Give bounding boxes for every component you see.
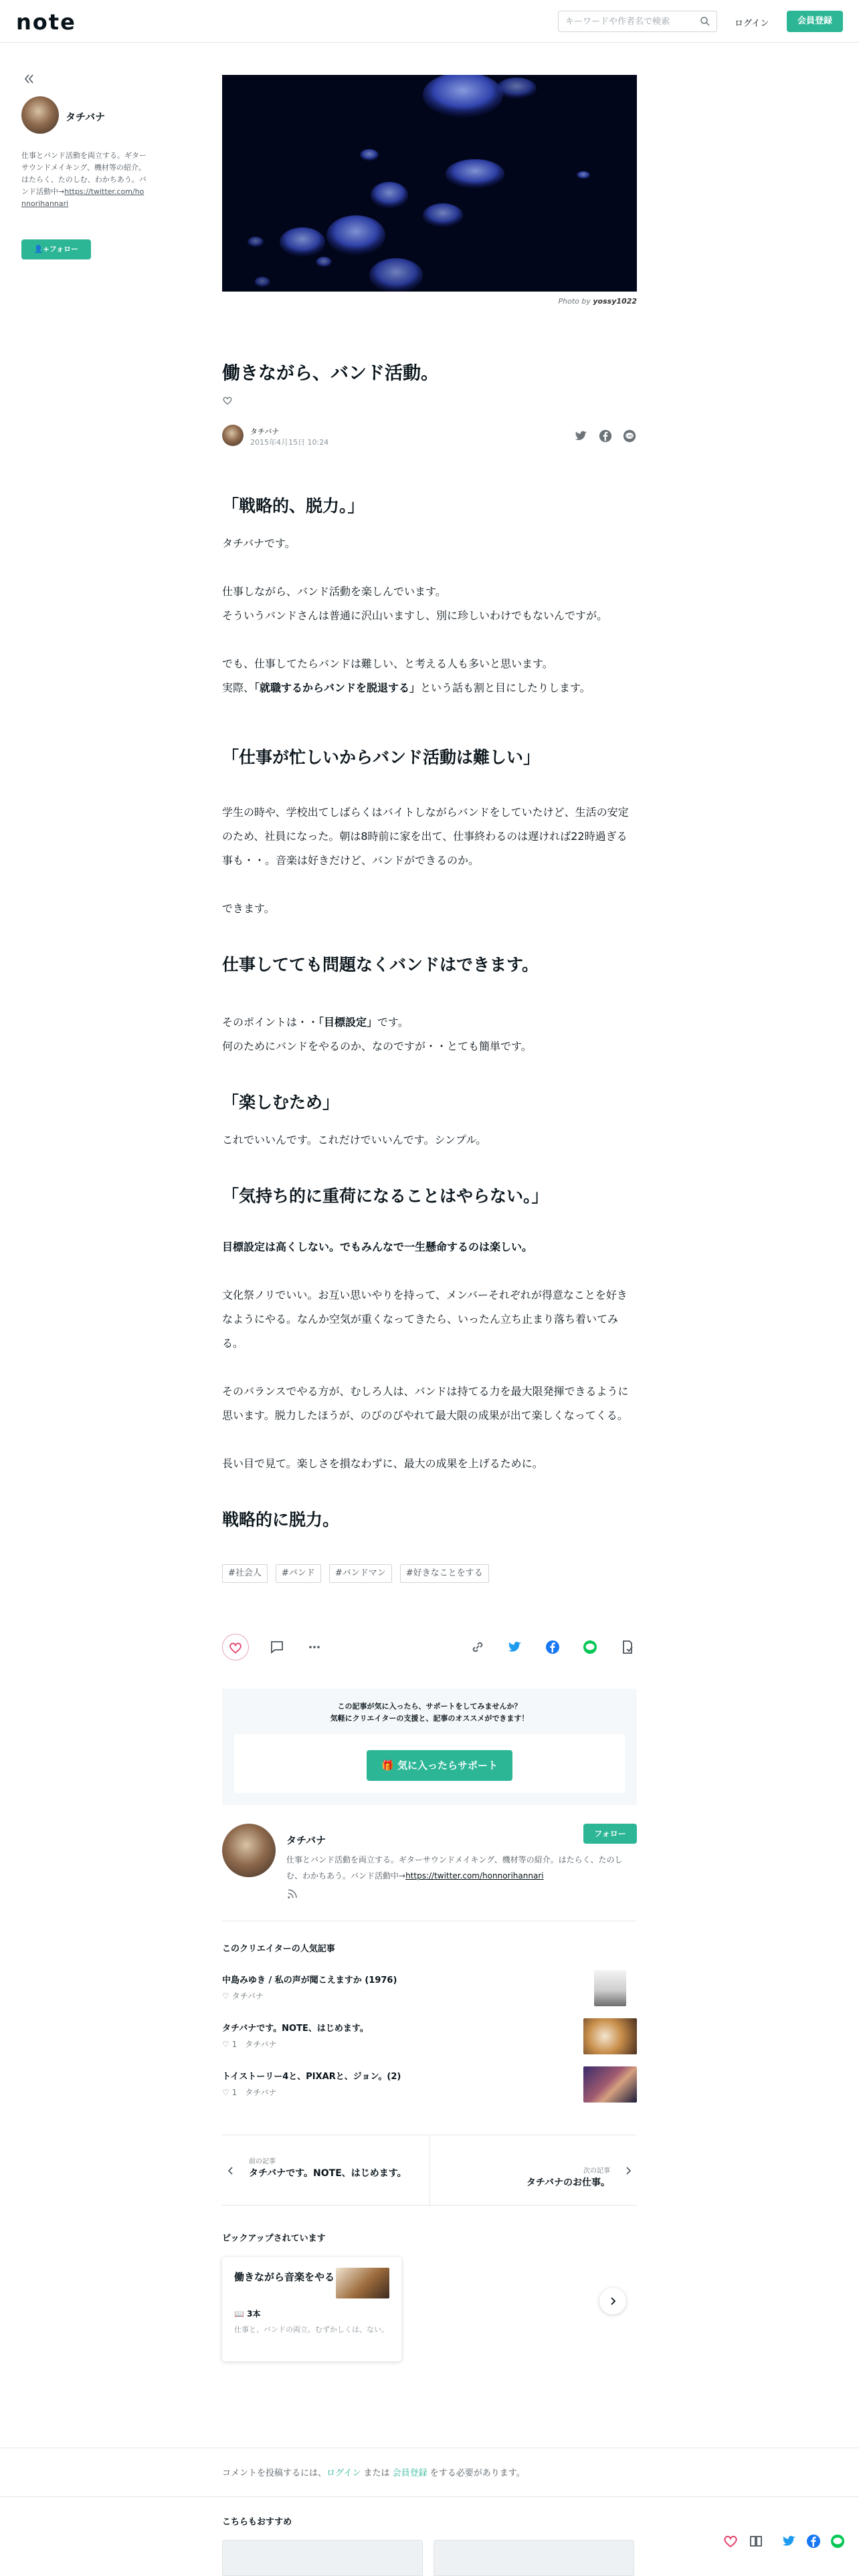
article-heading: 仕事してても問題なくバンドはできます。: [222, 955, 539, 974]
sidebar-bio: [21, 150, 149, 210]
line-icon[interactable]: [830, 2533, 846, 2549]
popular-item-thumb[interactable]: [583, 2066, 637, 2103]
paragraph: これでいいんです。これだけでいいんです。シンプル。: [222, 1134, 487, 1146]
paragraph: そのバランスでやる方が、むしろ人は、バンドは持てる力を最大限発揮できるように思います。脱力したほうが、のびのびやれて最大限の成果が出て楽しくなってくる。: [222, 1385, 629, 1422]
sidebar-author-name[interactable]: タチバナ: [66, 111, 106, 123]
support-line: この記事が気に入ったら、サポートをしてみませんか？: [337, 1702, 522, 1711]
paragraph: 仕事しながら、バンド活動を楽しんでいます。: [222, 585, 446, 598]
sidebar-bio-text: 仕事とバンド活動を両立する。ギターサウンドメイキング、機材等の紹介。はたらく、たのしむ、わかちあう。バンド活動中→: [21, 151, 147, 196]
pickup-row: [222, 2257, 637, 2364]
comment-signup-link[interactable]: 会員登録: [392, 2468, 427, 2478]
prev-article-link[interactable]: タチバナです。NOTE、はじめます。: [249, 2168, 407, 2179]
paragraph: タチバナです。: [222, 537, 296, 550]
photo-credit-user[interactable]: yossy1022: [593, 297, 637, 306]
paragraph: でも、仕事してたらバンドは難しい、と考える人も多いと思います。: [222, 657, 553, 670]
popular-item[interactable]: [222, 2060, 637, 2108]
sidebar-follow-label: フォロー: [49, 245, 79, 253]
follow-user-icon: 👤+: [33, 245, 50, 253]
pickup-card-count: [234, 2308, 260, 2319]
next-label: 次の記事: [583, 2167, 610, 2175]
article-heading: 戦略的に脱力。: [222, 1510, 340, 1529]
creator-profile: [222, 1824, 637, 1921]
article-heading: 「気持ち的に重荷になることはやらない。」: [222, 1186, 549, 1206]
creator-bio-text: 仕事とバンド活動を両立する。ギターサウンドメイキング、機材等の紹介。はたらく、たのしむ、わかちあう。バンド活動中→: [286, 1855, 623, 1881]
more-icon[interactable]: [306, 1639, 322, 1655]
facebook-icon[interactable]: [598, 429, 613, 443]
comment-prefix: コメントを投稿するには、: [222, 2468, 327, 2478]
heart-icon: ♡: [222, 2088, 232, 2097]
tag-item[interactable]: #バンド: [276, 1564, 321, 1583]
article-title: 働きながら、バンド活動。: [222, 363, 439, 384]
chevron-right-icon[interactable]: [624, 2166, 633, 2175]
paragraph: できます。: [222, 902, 275, 915]
prev-label: 前の記事: [249, 2158, 276, 2165]
tag-list: [222, 1564, 637, 1583]
paragraph: 学生の時や、学校出てしばらくはバイトしながらバンドをしていたけど、生活の安定のため、社員になった。朝は8時前に家を出て、仕事終わるのは遅ければ22時過ぎる事も・・。音楽は好きだけど、バンドができるのか。: [222, 806, 629, 867]
article-heading: 「戦略的、脱力。」: [222, 496, 365, 516]
heart-icon: ♡: [222, 1992, 232, 2001]
popular-item-author: タチバナ: [245, 2040, 277, 2049]
rss-icon[interactable]: [286, 1888, 298, 1900]
gift-icon: 🎁: [381, 1759, 397, 1772]
author-avatar[interactable]: [222, 425, 244, 446]
creator-avatar[interactable]: [222, 1824, 276, 1877]
heart-icon: [228, 1640, 243, 1655]
link-icon[interactable]: [470, 1639, 486, 1655]
pickup-card-desc: 仕事と、バンドの両立。むずかしくは、ない。: [234, 2325, 389, 2334]
line-icon[interactable]: [582, 1639, 598, 1655]
paragraph-text: 実際、: [222, 681, 255, 694]
magazine-icon[interactable]: [748, 2533, 764, 2549]
paragraph: 何のためにバンドをやるのか、なのですが・・とても簡単です。: [222, 1040, 532, 1053]
creator-follow-button[interactable]: フォロー: [583, 1824, 637, 1844]
popular-item[interactable]: [222, 1963, 637, 2012]
signup-button[interactable]: 会員登録: [787, 11, 843, 32]
collapse-sidebar-icon[interactable]: [23, 72, 36, 86]
chevron-left-icon[interactable]: [226, 2166, 235, 2175]
paragraph: そういうバンドさんは普通に沢山いますし、別に珍しいわけでもないんですが。: [222, 609, 608, 622]
author-row: [222, 422, 637, 449]
publish-date: 2015年4月15日 10:24: [250, 438, 329, 447]
sidebar-follow-button[interactable]: [21, 239, 91, 259]
popular-item-title[interactable]: 中島みゆき / 私の声が聞こえますか (1976): [222, 1975, 397, 1985]
article-body: [222, 494, 637, 1532]
paragraph-bold: 目標設定は高くしない。でもみんなで一生懸命するのは楽しい。: [222, 1241, 533, 1253]
action-bar: [222, 1634, 637, 1665]
bookmark-icon[interactable]: [619, 1639, 636, 1655]
creator-bio: [286, 1852, 637, 1884]
facebook-icon[interactable]: [545, 1639, 561, 1655]
comment-icon[interactable]: [269, 1639, 285, 1655]
article-heading: 「仕事が忙しいからバンド活動は難しい」: [222, 748, 541, 767]
pickup-card[interactable]: [222, 2257, 401, 2361]
popular-title: このクリエイターの人気記事: [222, 1944, 335, 1954]
popular-item-meta: [222, 2086, 277, 2098]
prev-next-nav: [222, 2135, 637, 2206]
author-name[interactable]: タチバナ: [250, 427, 280, 436]
support-line: 気軽にクリエイターの支援と、記事のオススメができます！: [330, 1714, 529, 1723]
support-button[interactable]: [367, 1750, 512, 1781]
pickup-card-thumb: [336, 2268, 389, 2298]
tag-item[interactable]: #社会人: [222, 1564, 268, 1583]
svg-text:LINE: LINE: [626, 435, 634, 439]
comment-suffix: をする必要があります。: [427, 2468, 525, 2478]
facebook-icon[interactable]: [805, 2533, 822, 2549]
share-icons: [574, 429, 637, 443]
next-article-link[interactable]: タチバナのお仕事。: [526, 2177, 610, 2188]
article-heading: 「楽しむため」: [222, 1093, 340, 1112]
paragraph-bold: 「目標設定」: [318, 1016, 378, 1029]
note-logo[interactable]: note: [16, 9, 76, 35]
popular-item-likes: 1: [231, 2088, 237, 2097]
recommend-card[interactable]: [434, 2540, 634, 2576]
popular-item[interactable]: [222, 2012, 637, 2060]
twitter-icon[interactable]: [781, 2533, 797, 2549]
recommend-title: こちらもおすすめ: [222, 2517, 292, 2527]
sidebar-bio-link[interactable]: https://twitter.com/honnorihannari: [21, 187, 145, 208]
popular-item-meta: [222, 1990, 264, 2002]
popular-item-title[interactable]: トイストーリー4と、PIXARと、ジョン。(2): [222, 2072, 401, 2082]
comment-login-link[interactable]: ログイン: [326, 2468, 361, 2478]
book-icon: 📖: [234, 2309, 248, 2319]
popular-item-likes: 1: [231, 2040, 237, 2049]
line-icon[interactable]: [622, 429, 637, 443]
paragraph-bold: 「就職するからバンドを脱退する」: [254, 681, 421, 694]
heart-icon[interactable]: [723, 2533, 739, 2549]
popular-item-thumb[interactable]: [594, 1970, 626, 2006]
paragraph: 長い目で見て。楽しさを損なわずに、最大の成果を上げるために。: [222, 1457, 543, 1470]
login-link[interactable]: ログイン: [735, 19, 769, 29]
support-text: [222, 1689, 637, 1725]
chevron-right-icon: [608, 2296, 617, 2306]
creator-name[interactable]: タチバナ: [286, 1834, 326, 1846]
creator-bio-link[interactable]: https://twitter.com/honnorihannari: [405, 1871, 544, 1881]
heart-icon[interactable]: [222, 395, 233, 406]
tag-item[interactable]: #バンドマン: [329, 1564, 392, 1583]
popular-item-meta: [222, 2038, 277, 2050]
support-box: [222, 1689, 637, 1805]
jellyfish-photo: [222, 75, 637, 292]
sidebar-avatar[interactable]: [21, 96, 59, 134]
pickup-next-button[interactable]: [599, 2288, 626, 2315]
popular-item-author: タチバナ: [245, 2088, 277, 2097]
pickup-title: ピックアップされています: [222, 2234, 326, 2244]
popular-item-author: タチバナ: [231, 1992, 264, 2001]
comment-note: [0, 2448, 859, 2497]
popular-item-thumb[interactable]: [583, 2018, 637, 2054]
popular-list: [222, 1963, 637, 2108]
search-box[interactable]: [558, 11, 717, 32]
tag-item[interactable]: #好きなことをする: [400, 1564, 489, 1583]
paragraph: [222, 676, 637, 700]
popular-item-title[interactable]: タチバナです。NOTE、はじめます。: [222, 2024, 369, 2034]
paragraph: [222, 1010, 637, 1035]
heart-icon: ♡: [222, 2040, 232, 2049]
twitter-icon[interactable]: [574, 429, 589, 443]
recommend-card[interactable]: [222, 2540, 423, 2576]
hero-image: [222, 75, 637, 292]
photo-credit-prefix: Photo by: [558, 297, 593, 306]
article-main: [222, 75, 637, 2364]
paragraph-text: という話も割と目にしたりします。: [420, 681, 591, 694]
comment-note-text: [222, 2466, 525, 2478]
paragraph: [222, 1235, 637, 1259]
pickup-card-count-text: 3本: [247, 2309, 261, 2319]
paragraph-text: そのポイントは・・: [222, 1016, 319, 1029]
search-input[interactable]: [559, 11, 692, 31]
site-header: [0, 0, 859, 43]
twitter-icon[interactable]: [507, 1639, 523, 1655]
support-button-label: 気に入ったらサポート: [397, 1759, 498, 1772]
paragraph-text: です。: [377, 1016, 409, 1029]
paragraph: 文化祭ノリでいい。お互い思いやりを持って、メンバーそれぞれが得意なことを好きなようにやる。なんか空気が重くなってきたら、いったん立ち止まり落ち着いてみる。: [222, 1289, 628, 1350]
support-inner: [234, 1734, 625, 1793]
comment-or: または: [361, 2468, 393, 2478]
like-button[interactable]: [222, 1634, 249, 1660]
photo-credit: [222, 297, 637, 306]
search-icon[interactable]: [699, 15, 711, 27]
pickup-card-title: 働きながら音楽をやる: [234, 2271, 335, 2283]
